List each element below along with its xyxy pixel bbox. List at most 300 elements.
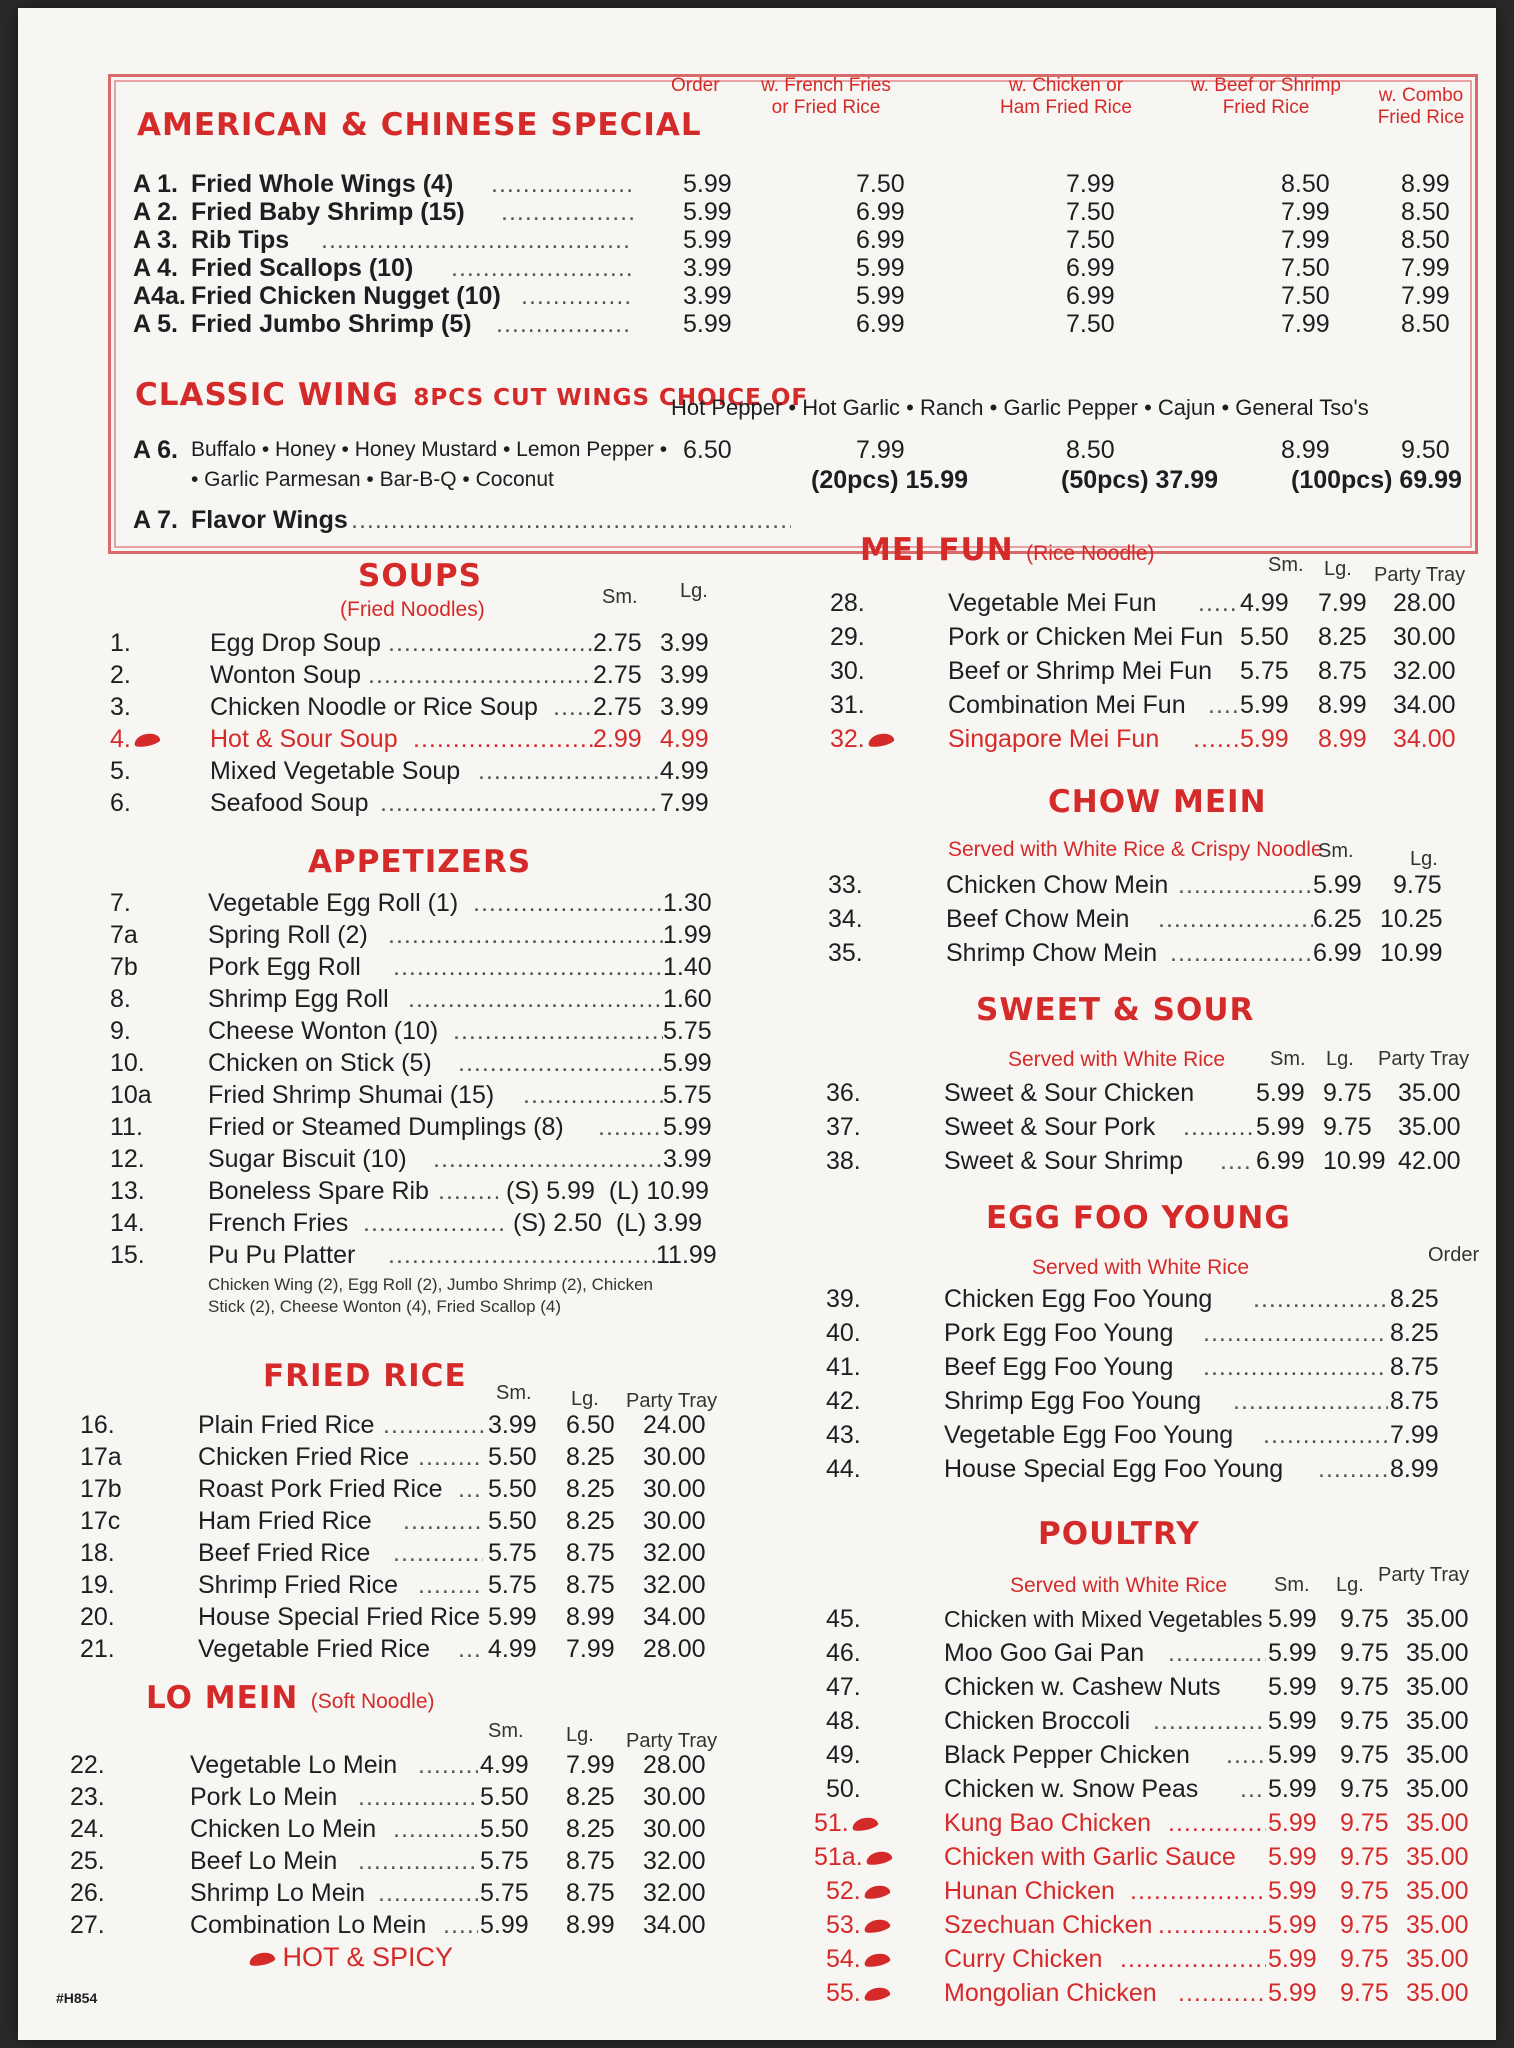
item-number xyxy=(830,724,894,754)
wing-a6-row xyxy=(111,435,1481,465)
price-lg: 7.99 xyxy=(566,1751,615,1779)
item-name: Fried Shrimp Shumai (15) xyxy=(208,1081,495,1109)
item-number: 2. xyxy=(110,661,131,689)
item-number-text: 51a. xyxy=(814,1843,863,1871)
hot-pepper-icon xyxy=(865,1850,893,1867)
price-beef: 7.50 xyxy=(1281,282,1330,310)
item-number: 12. xyxy=(110,1145,145,1173)
price-lg: 8.99 xyxy=(1318,691,1367,719)
wing-flavors-3: • Garlic Parmesan • Bar-B-Q • Coconut xyxy=(191,468,554,491)
header-chicken: w. Chicken or Ham Fried Rice xyxy=(1000,75,1132,118)
price-lg: 8.99 xyxy=(566,1911,615,1939)
price-lg: 10.99 xyxy=(1323,1147,1386,1175)
appetizer-row xyxy=(18,984,758,1014)
leader-dots xyxy=(408,984,663,1014)
price-lg: 8.25 xyxy=(566,1783,615,1811)
price-sm: 5.99 xyxy=(1268,1673,1317,1701)
leader-dots xyxy=(1178,1978,1266,2008)
price-lg: 9.75 xyxy=(1340,1809,1389,1837)
item-name: Mixed Vegetable Soup xyxy=(210,757,461,785)
price-party: 35.00 xyxy=(1406,1877,1469,1905)
price-lg: 8.25 xyxy=(566,1815,615,1843)
leader-dots xyxy=(418,1570,483,1600)
price-lg: 7.99 xyxy=(566,1635,615,1663)
price-party: 32.00 xyxy=(643,1847,706,1875)
item-number-text: 55. xyxy=(826,1979,861,2007)
wing-subtitle: 8PCS CUT WINGS CHOICE OF xyxy=(413,385,809,411)
mei-fun-row xyxy=(18,656,1496,686)
price-combo: 8.50 xyxy=(1401,310,1450,338)
item-name: Seafood Soup xyxy=(210,789,369,817)
leader-dots xyxy=(1178,870,1313,900)
price-fries: 5.99 xyxy=(856,254,905,282)
leader-dots xyxy=(1240,1774,1266,1804)
item-number: 41. xyxy=(826,1353,861,1381)
appetizer-row xyxy=(18,1208,758,1238)
item-name: Fried Baby Shrimp (15) xyxy=(191,198,465,226)
price-party: 30.00 xyxy=(643,1475,706,1503)
price-party: 35.00 xyxy=(1406,1775,1469,1803)
special-row xyxy=(111,197,1481,227)
item-number: 37. xyxy=(826,1113,861,1141)
price-party: 35.00 xyxy=(1406,1673,1469,1701)
leader-dots xyxy=(363,1208,503,1238)
item-number: 16. xyxy=(80,1411,115,1439)
item-number: 31. xyxy=(830,691,865,719)
item-name: Vegetable Mei Fun xyxy=(948,589,1157,617)
item-number: 35. xyxy=(828,939,863,967)
price: 8.75 xyxy=(1390,1387,1439,1415)
price-lg: 8.75 xyxy=(566,1571,615,1599)
price-chicken: 8.50 xyxy=(1066,436,1115,464)
price-sm: 5.50 xyxy=(488,1507,537,1535)
soups-subtitle: (Fried Noodles) xyxy=(340,598,485,621)
wing-line2-row xyxy=(111,465,1481,495)
price-party: 30.00 xyxy=(643,1815,706,1843)
poultry-row xyxy=(18,1774,1496,1804)
price-party: 30.00 xyxy=(643,1507,706,1535)
item-number: 13. xyxy=(110,1177,145,1205)
price-fries: 6.99 xyxy=(856,198,905,226)
item-name: Vegetable Egg Foo Young xyxy=(944,1421,1234,1449)
price: 11.99 xyxy=(656,1241,717,1269)
item-name: Szechuan Chicken xyxy=(944,1911,1153,1939)
fried-rice-row xyxy=(18,1538,758,1568)
item-name: Egg Drop Soup xyxy=(210,629,381,657)
price-lg: 9.75 xyxy=(1340,1979,1389,2007)
price-sm: 6.25 xyxy=(1313,905,1362,933)
mei-fun-row-spicy xyxy=(18,724,1496,754)
leader-dots xyxy=(403,1506,483,1536)
price-fries: 6.99 xyxy=(856,310,905,338)
item-number: 33. xyxy=(828,871,863,899)
item-number: 11. xyxy=(110,1113,143,1141)
soup-row xyxy=(18,788,758,818)
item-name: Chicken Chow Mein xyxy=(946,871,1169,899)
leader-dots xyxy=(451,253,633,283)
leader-dots xyxy=(478,756,658,786)
fried-rice-row xyxy=(18,1506,758,1536)
item-number: 17c xyxy=(80,1507,121,1535)
item-number: 45. xyxy=(826,1605,861,1633)
item-name: Shrimp Chow Mein xyxy=(946,939,1158,967)
item-number: 28. xyxy=(830,589,865,617)
poultry-row-spicy xyxy=(18,1944,1496,1974)
item-name: Pork Egg Foo Young xyxy=(944,1319,1174,1347)
price-sm: 5.99 xyxy=(1240,725,1289,753)
price-sm: 5.99 xyxy=(1268,1877,1317,1905)
item-number-text: 32. xyxy=(830,725,865,753)
price-lg: 9.75 xyxy=(1340,1741,1389,1769)
leader-dots xyxy=(1253,1284,1388,1314)
price-sm: 5.50 xyxy=(480,1815,529,1843)
header-combo: w. Combo Fried Rice xyxy=(1377,85,1465,128)
price-lg: 9.75 xyxy=(1340,1605,1389,1633)
item-number: 40. xyxy=(826,1319,861,1347)
price-party: 32.00 xyxy=(643,1539,706,1567)
price-beef: 7.50 xyxy=(1281,254,1330,282)
price-lg: 9.75 xyxy=(1340,1775,1389,1803)
egg-foo-young-row xyxy=(18,1454,1496,1484)
poultry-row xyxy=(18,1638,1496,1668)
poultry-row xyxy=(18,1740,1496,1770)
price-lg: 3.99 xyxy=(660,629,709,657)
item-name: Rib Tips xyxy=(191,226,290,254)
price-lg: 4.99 xyxy=(660,757,709,785)
price: 8.25 xyxy=(1390,1319,1439,1347)
leader-dots xyxy=(1263,1420,1388,1450)
special-row xyxy=(111,169,1481,199)
price-lg: 10.99 xyxy=(1380,939,1443,967)
item-number xyxy=(814,1808,878,1838)
item-number: 44. xyxy=(826,1455,861,1483)
mei-fun-heading xyxy=(860,532,1155,568)
item-name: Fried Whole Wings (4) xyxy=(191,170,454,198)
item-number: 17a xyxy=(80,1443,122,1471)
leader-dots xyxy=(1183,1112,1253,1142)
item-name: Flavor Wings xyxy=(191,506,348,534)
item-number: A 5. xyxy=(133,310,178,338)
item-number: 7. xyxy=(110,889,131,917)
col-lg: Lg. xyxy=(1326,1048,1354,1070)
item-number: 20. xyxy=(80,1603,115,1631)
price-party: 42.00 xyxy=(1398,1147,1461,1175)
item-number: 21. xyxy=(80,1635,115,1663)
item-name: Hot & Sour Soup xyxy=(210,725,398,753)
poultry-row-spicy xyxy=(18,1842,1496,1872)
hot-pepper-icon xyxy=(863,1884,891,1901)
col-lg: Lg. xyxy=(1324,558,1352,580)
sweet-sour-row xyxy=(18,1078,1496,1108)
leader-dots xyxy=(501,197,633,227)
item-name: Spring Roll (2) xyxy=(208,921,368,949)
price-lg: 8.99 xyxy=(1318,725,1367,753)
col-sm: Sm. xyxy=(602,586,638,608)
item-name: Beef or Shrimp Mei Fun xyxy=(948,657,1212,685)
price-lg: 9.75 xyxy=(1340,1673,1389,1701)
item-number: 46. xyxy=(826,1639,861,1667)
price-order: 5.99 xyxy=(683,310,732,338)
price-lg: 8.75 xyxy=(566,1847,615,1875)
leader-dots xyxy=(351,505,791,535)
item-name: Black Pepper Chicken xyxy=(944,1741,1190,1769)
item-number: 6. xyxy=(110,789,131,817)
price-combo: 7.99 xyxy=(1401,282,1450,310)
price-sm: 5.75 xyxy=(488,1539,537,1567)
price-party: 35.00 xyxy=(1398,1113,1461,1141)
price-lg: 8.75 xyxy=(1318,657,1367,685)
price-party: 28.00 xyxy=(1393,589,1456,617)
price-sm: 5.99 xyxy=(480,1911,529,1939)
leader-dots xyxy=(1226,1740,1266,1770)
price-combo: 8.50 xyxy=(1401,198,1450,226)
item-number: A 6. xyxy=(133,436,178,464)
col-party: Party Tray xyxy=(626,1730,718,1752)
item-number-text: 51. xyxy=(814,1809,849,1837)
price: 1.60 xyxy=(663,985,712,1013)
fried-rice-title: FRIED RICE xyxy=(263,1358,467,1394)
item-number: 29. xyxy=(830,623,865,651)
item-number: 19. xyxy=(80,1571,115,1599)
leader-dots xyxy=(1198,588,1238,618)
price-lg: 9.75 xyxy=(1323,1113,1372,1141)
egg-foo-young-title: EGG FOO YOUNG xyxy=(986,1200,1291,1236)
special-row xyxy=(111,253,1481,283)
chow-mein-title: CHOW MEIN xyxy=(1048,784,1267,820)
item-number: 24. xyxy=(70,1815,105,1843)
item-number: 23. xyxy=(70,1783,105,1811)
item-number: 48. xyxy=(826,1707,861,1735)
item-number: A 3. xyxy=(133,226,178,254)
price-fries: 5.99 xyxy=(856,282,905,310)
item-name: Cheese Wonton (10) xyxy=(208,1017,439,1045)
price-sm: 5.99 xyxy=(1268,1911,1317,1939)
egg-foo-young-subtitle: Served with White Rice xyxy=(1032,1256,1250,1279)
legend-text: HOT & SPICY xyxy=(282,1942,454,1972)
price-beef: 7.99 xyxy=(1281,198,1330,226)
item-number-text: 53. xyxy=(826,1911,861,1939)
col-lg: Lg. xyxy=(680,580,708,602)
price-sm: 2.99 xyxy=(593,725,642,753)
leader-dots xyxy=(521,281,633,311)
item-name: House Special Fried Rice xyxy=(198,1603,481,1631)
item-name: Fried Jumbo Shrimp (5) xyxy=(191,310,472,338)
header-fries: w. French Fries or Fried Rice xyxy=(761,75,891,118)
price-sm: 6.99 xyxy=(1313,939,1362,967)
lo-mein-subtitle: (Soft Noodle) xyxy=(310,1690,435,1713)
price-lg: 6.50 xyxy=(566,1411,615,1439)
price-sm: 5.50 xyxy=(488,1475,537,1503)
egg-foo-young-row xyxy=(18,1284,1496,1314)
col-lg: Lg. xyxy=(1336,1574,1364,1596)
price-lg: 9.75 xyxy=(1340,1911,1389,1939)
price: 3.99 xyxy=(663,1145,712,1173)
item-name: Pork or Chicken Mei Fun xyxy=(948,623,1224,651)
price-lg: 10.25 xyxy=(1380,905,1443,933)
leader-dots xyxy=(1130,1876,1266,1906)
special-box xyxy=(108,74,1478,554)
price-sm: 5.99 xyxy=(1256,1079,1305,1107)
price-party: 32.00 xyxy=(1393,657,1456,685)
price-sm: 2.75 xyxy=(593,661,642,689)
item-name: Combination Lo Mein xyxy=(190,1911,427,1939)
price-party: 35.00 xyxy=(1406,1605,1469,1633)
item-name: Curry Chicken xyxy=(944,1945,1103,1973)
leader-dots xyxy=(453,1016,663,1046)
price-chicken: 7.99 xyxy=(1066,170,1115,198)
item-name: Fried or Steamed Dumplings (8) xyxy=(208,1113,564,1141)
price-lg: 8.99 xyxy=(566,1603,615,1631)
price-party: 34.00 xyxy=(1393,725,1456,753)
mei-fun-subtitle: (Rice Noodle) xyxy=(1026,542,1155,565)
price-lg: 3.99 xyxy=(660,661,709,689)
price-lg: 9.75 xyxy=(1323,1079,1372,1107)
leader-dots xyxy=(1220,1146,1253,1176)
col-party: Party Tray xyxy=(1378,1048,1470,1070)
menu-page xyxy=(18,8,1496,2040)
item-number xyxy=(826,1910,890,1940)
item-number: 9. xyxy=(110,1017,131,1045)
mei-fun-row xyxy=(18,588,1496,618)
price-100pcs: (100pcs) 69.99 xyxy=(1291,466,1462,494)
price-sm: 5.99 xyxy=(1268,1979,1317,2007)
egg-foo-young-row xyxy=(18,1352,1496,1382)
price-sm: 5.99 xyxy=(1268,1605,1317,1633)
price-party: 24.00 xyxy=(643,1411,706,1439)
item-number: 3. xyxy=(110,693,131,721)
item-name: Vegetable Egg Roll (1) xyxy=(208,889,459,917)
wing-flavors-1: Hot Pepper • Hot Garlic • Ranch • Garlic Pepper • Cajun • General Tso's xyxy=(671,395,1369,420)
item-name: Singapore Mei Fun xyxy=(948,725,1160,753)
item-number: 5. xyxy=(110,757,131,785)
item-name: Hunan Chicken xyxy=(944,1877,1115,1905)
price-sm: 5.99 xyxy=(1268,1843,1317,1871)
item-name: Sweet & Sour Chicken xyxy=(944,1079,1195,1107)
item-name: Vegetable Fried Rice xyxy=(198,1635,431,1663)
poultry-row xyxy=(18,1672,1496,1702)
item-number: 36. xyxy=(826,1079,861,1107)
item-name: Wonton Soup xyxy=(210,661,362,689)
leader-dots xyxy=(1193,724,1238,754)
leader-dots xyxy=(1158,1910,1266,1940)
item-name: Sweet & Sour Pork xyxy=(944,1113,1156,1141)
price-lg: 8.25 xyxy=(566,1507,615,1535)
leader-dots xyxy=(1208,690,1238,720)
item-name: Pu Pu Platter xyxy=(208,1241,356,1269)
price-chicken: 6.99 xyxy=(1066,282,1115,310)
wing-flavors-2: Buffalo • Honey • Honey Mustard • Lemon Pepper • xyxy=(191,438,668,461)
leader-dots xyxy=(1158,904,1313,934)
col-lg: Lg. xyxy=(1410,848,1438,870)
item-name: Beef Lo Mein xyxy=(190,1847,338,1875)
price-sm: 2.75 xyxy=(593,629,642,657)
price-party: 30.00 xyxy=(643,1443,706,1471)
appetizer-row xyxy=(18,1176,758,1206)
hot-pepper-icon xyxy=(863,1918,891,1935)
price-party: 34.00 xyxy=(643,1603,706,1631)
price: (S) 5.99 (L) 10.99 xyxy=(506,1177,709,1205)
price: 8.25 xyxy=(1390,1285,1439,1313)
item-number: 8. xyxy=(110,985,131,1013)
egg-foo-young-row xyxy=(18,1420,1496,1450)
item-number: 15. xyxy=(110,1241,145,1269)
egg-foo-young-row xyxy=(18,1318,1496,1348)
price-sm: 5.75 xyxy=(1240,657,1289,685)
price-lg: 7.99 xyxy=(660,789,709,817)
price: 5.99 xyxy=(663,1113,712,1141)
leader-dots xyxy=(491,169,633,199)
item-number: 18. xyxy=(80,1539,115,1567)
leader-dots xyxy=(1203,1318,1388,1348)
price: 8.99 xyxy=(1390,1455,1439,1483)
price-beef: 7.99 xyxy=(1281,226,1330,254)
leader-dots xyxy=(1120,1944,1266,1974)
price: 5.75 xyxy=(663,1017,712,1045)
item-name: Chicken with Mixed Vegetables xyxy=(944,1606,1263,1632)
price-party: 35.00 xyxy=(1406,1945,1469,1973)
leader-dots xyxy=(1233,1386,1388,1416)
price-sm: 5.99 xyxy=(1268,1707,1317,1735)
price-party: 35.00 xyxy=(1406,1843,1469,1871)
item-number xyxy=(826,1944,890,1974)
price: 1.99 xyxy=(663,921,712,949)
item-number: A4a. xyxy=(133,282,186,310)
item-number: 43. xyxy=(826,1421,861,1449)
leader-dots xyxy=(380,788,658,818)
price-combo: 7.99 xyxy=(1401,254,1450,282)
price-party: 28.00 xyxy=(643,1751,706,1779)
item-number xyxy=(826,1978,890,2008)
wing-title: CLASSIC WING xyxy=(135,377,399,413)
price-combo: 8.99 xyxy=(1401,170,1450,198)
col-lg: Lg. xyxy=(566,1724,594,1746)
price-beef: 8.50 xyxy=(1281,170,1330,198)
price-party: 35.00 xyxy=(1406,1911,1469,1939)
chow-mein-row xyxy=(18,904,1496,934)
price-sm: 5.99 xyxy=(1268,1809,1317,1837)
item-number: 39. xyxy=(826,1285,861,1313)
sweet-sour-subtitle: Served with White Rice xyxy=(1008,1048,1226,1071)
price-sm: 5.99 xyxy=(1268,1741,1317,1769)
price-sm: 5.99 xyxy=(1268,1639,1317,1667)
price-order: 3.99 xyxy=(683,254,732,282)
item-name: Sugar Biscuit (10) xyxy=(208,1145,407,1173)
price-party: 35.00 xyxy=(1406,1707,1469,1735)
price-order: 6.50 xyxy=(683,436,732,464)
col-sm: Sm. xyxy=(1318,840,1354,862)
price-party: 32.00 xyxy=(643,1879,706,1907)
item-name: Moo Goo Gai Pan xyxy=(944,1639,1145,1667)
item-number: 17b xyxy=(80,1475,122,1503)
item-name: Ham Fried Rice xyxy=(198,1507,372,1535)
item-number: A 7. xyxy=(133,506,178,534)
price-sm: 5.99 xyxy=(1240,691,1289,719)
price: (S) 2.50 (L) 3.99 xyxy=(513,1209,702,1237)
special-row xyxy=(111,309,1481,339)
item-name: House Special Egg Foo Young xyxy=(944,1455,1284,1483)
price-chicken: 7.50 xyxy=(1066,198,1115,226)
item-name: Chicken w. Snow Peas xyxy=(944,1775,1199,1803)
price-sm: 5.50 xyxy=(1240,623,1289,651)
item-number xyxy=(814,1842,892,1872)
leader-dots xyxy=(1153,1706,1266,1736)
price-lg: 9.75 xyxy=(1393,871,1442,899)
price-50pcs: (50pcs) 37.99 xyxy=(1061,466,1219,494)
price-order: 5.99 xyxy=(683,198,732,226)
item-number: 10a xyxy=(110,1081,152,1109)
item-number-text: 4. xyxy=(110,725,131,753)
item-number: 27. xyxy=(70,1911,105,1939)
